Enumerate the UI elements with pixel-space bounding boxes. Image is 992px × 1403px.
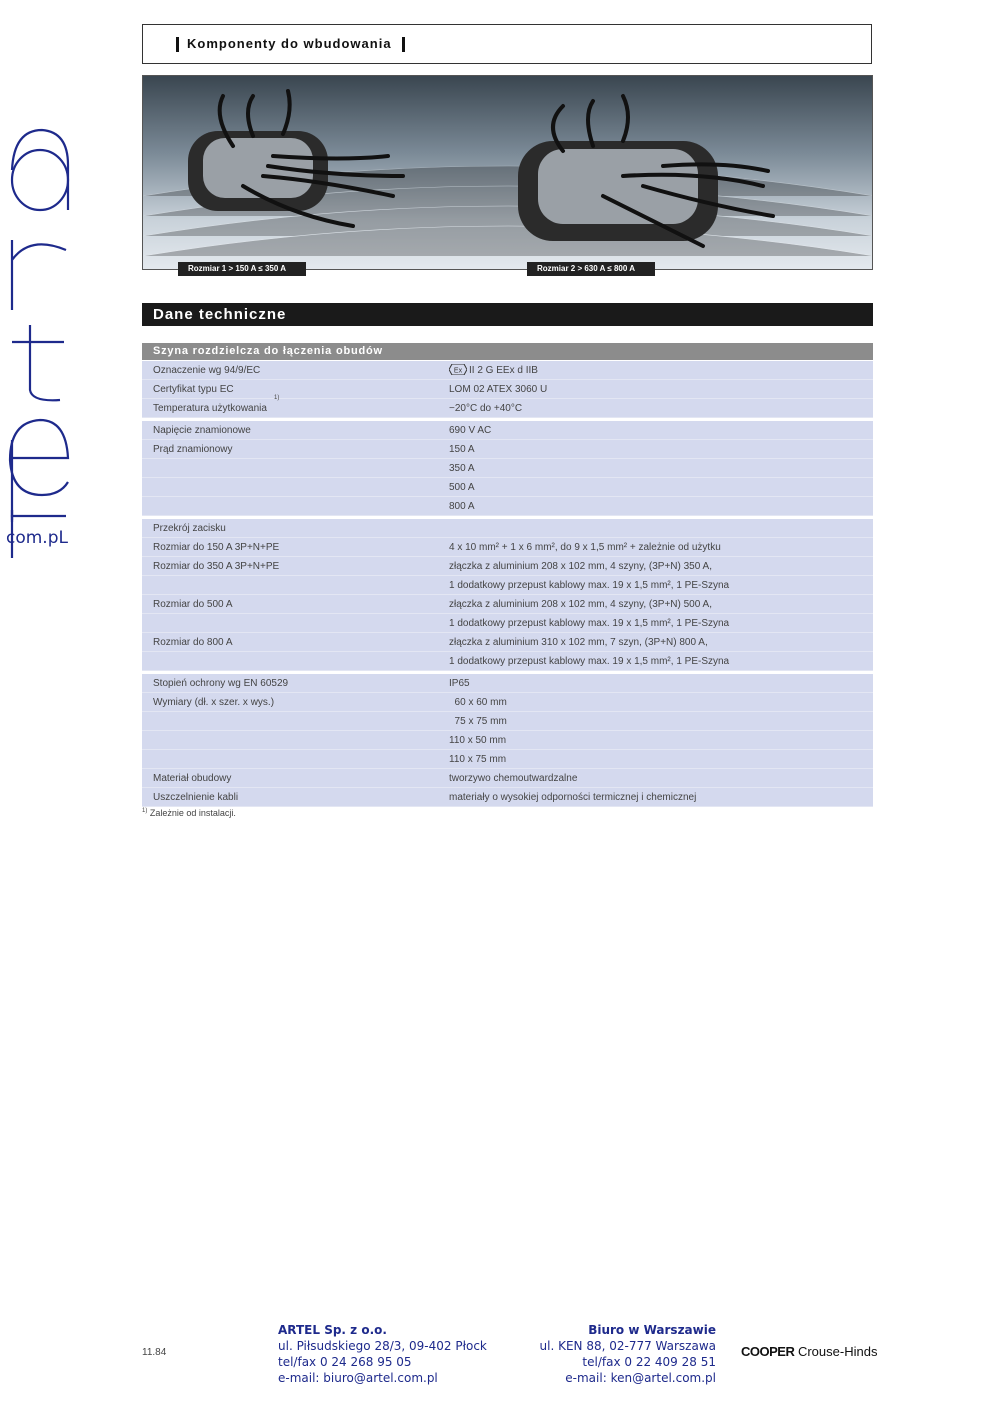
company-email[interactable]: e-mail: biuro@artel.com.pl [278,1371,438,1385]
photo-caption-size-2: Rozmiar 2 > 630 A ≤ 800 A [527,262,655,276]
svg-text:Ex: Ex [453,367,463,375]
table-row [142,399,873,418]
row-label: Przekrój zacisku [153,523,226,534]
row-value: LOM 02 ATEX 3060 U [449,384,548,395]
table-row [142,731,873,750]
table-row [142,693,873,712]
table-row [142,712,873,731]
table-row [142,633,873,652]
row-value: 110 x 75 mm [449,754,507,765]
table-row [142,652,873,671]
row-label: Prąd znamionowy [153,444,233,455]
row-value [449,361,538,380]
table-row [142,557,873,576]
table-group [142,674,873,807]
office-address [540,1322,716,1386]
page-header [142,24,872,64]
row-value: złączka z aluminium 208 x 102 mm, 4 szyny, (3P+N) 350 A, [449,561,712,572]
table-row [142,421,873,440]
table-row [142,614,873,633]
row-label: Uszczelnienie kabli [153,792,239,803]
table-row [142,497,873,516]
row-value: 800 A [449,501,475,512]
photo-caption-size-1: Rozmiar 1 > 150 A ≤ 350 A [178,262,306,276]
table-row [142,769,873,788]
row-label: Oznaczenie wg 94/9/EC [153,365,261,376]
row-value: 110 x 50 mm [449,735,507,746]
table-row [142,440,873,459]
cooper-crouse-hinds-logo [741,1344,877,1359]
row-value: 690 V AC [449,425,492,436]
section-title: Dane techniczne [153,306,287,323]
office-street: ul. KEN 88, 02-777 Warszawa [539,1339,716,1353]
row-value: 500 A [449,482,475,493]
company-phone: tel/fax 0 24 268 95 05 [278,1355,412,1369]
row-label: Certyfikat typu EC [153,384,234,395]
brand-rest: Crouse-Hinds [797,1344,878,1359]
row-value: 1 dodatkowy przepust kablowy max. 19 x 1,5 mm², 1 PE-Szyna [449,618,730,629]
row-label: Stopień ochrony wg EN 60529 [153,678,289,689]
row-label: Rozmiar do 800 A [153,637,233,648]
table-row [142,538,873,557]
row-label: Napięcie znamionowe [153,425,251,436]
header-bar-right [402,37,405,52]
row-value: 150 A [449,444,475,455]
table-row [142,595,873,614]
row-value: 4 x 10 mm² + 1 x 6 mm², do 9 x 1,5 mm² + zależnie od użytku [449,542,721,553]
table-row [142,576,873,595]
row-value: złączka z aluminium 208 x 102 mm, 4 szyny, (3P+N) 500 A, [449,599,712,610]
table-group [142,519,873,671]
table-row [142,750,873,769]
header-bar-left [176,37,179,52]
office-name: Biuro w Warszawie [588,1323,716,1337]
row-value: 1 dodatkowy przepust kablowy max. 19 x 1,5 mm², 1 PE-Szyna [449,580,730,591]
table-group [142,361,873,418]
table-row [142,674,873,693]
row-label: Wymiary (dł. x szer. x wys.) [153,697,275,708]
row-value: złączka z aluminium 310 x 102 mm, 7 szyn, (3P+N) 800 A, [449,637,708,648]
row-value: IP65 [449,678,470,689]
row-label: Rozmiar do 150 A 3P+N+PE [153,542,280,553]
table-row [142,380,873,399]
page-number: 11.84 [142,1347,167,1358]
table-row [142,788,873,807]
product-photo [142,75,873,270]
row-value: 350 A [449,463,475,474]
row-value: tworzywo chemoutwardzalne [449,773,578,784]
footnote-text: Zależnie od instalacji. [149,808,236,818]
page-title: Komponenty do wbudowania [187,36,392,51]
ex-marking-text: II 2 G EEx d IIB [469,365,538,376]
technical-data-table [142,343,873,807]
table-row [142,361,873,380]
row-value: 60 x 60 mm [449,697,507,708]
table-row [142,459,873,478]
table-header: Szyna rozdzielcza do łączenia obudów [142,343,873,360]
row-value: 75 x 75 mm [449,716,507,727]
busbar-illustration [143,76,873,270]
row-value: −20°C do +40°C [449,403,523,414]
row-label: Rozmiar do 500 A [153,599,233,610]
table-group [142,421,873,516]
row-label: Temperatura użytkowania [153,403,267,414]
row-value: materiały o wysokiej odporności termicznej i chemicznej [449,792,697,803]
office-email[interactable]: e-mail: ken@artel.com.pl [565,1371,716,1385]
section-header [142,303,873,326]
company-address [278,1322,487,1386]
footnote [142,808,236,818]
logo-l-icon [0,440,80,520]
row-label: Materiał obudowy [153,773,232,784]
row-value: 1 dodatkowy przepust kablowy max. 19 x 1,5 mm², 1 PE-Szyna [449,656,730,667]
company-name: ARTEL Sp. z o.o. [278,1323,387,1337]
table-row [142,478,873,497]
logo-suffix: com.pL [6,528,68,548]
ex-hexagon-icon [449,364,467,375]
table-body [142,361,873,807]
footnote-marker: 1) [142,808,148,814]
office-phone: tel/fax 0 22 409 28 51 [582,1355,716,1369]
table-row [142,519,873,538]
brand-bold: COOPER [741,1344,795,1359]
company-street: ul. Piłsudskiego 28/3, 09-402 Płock [278,1339,487,1353]
row-label: Rozmiar do 350 A 3P+N+PE [153,561,280,572]
